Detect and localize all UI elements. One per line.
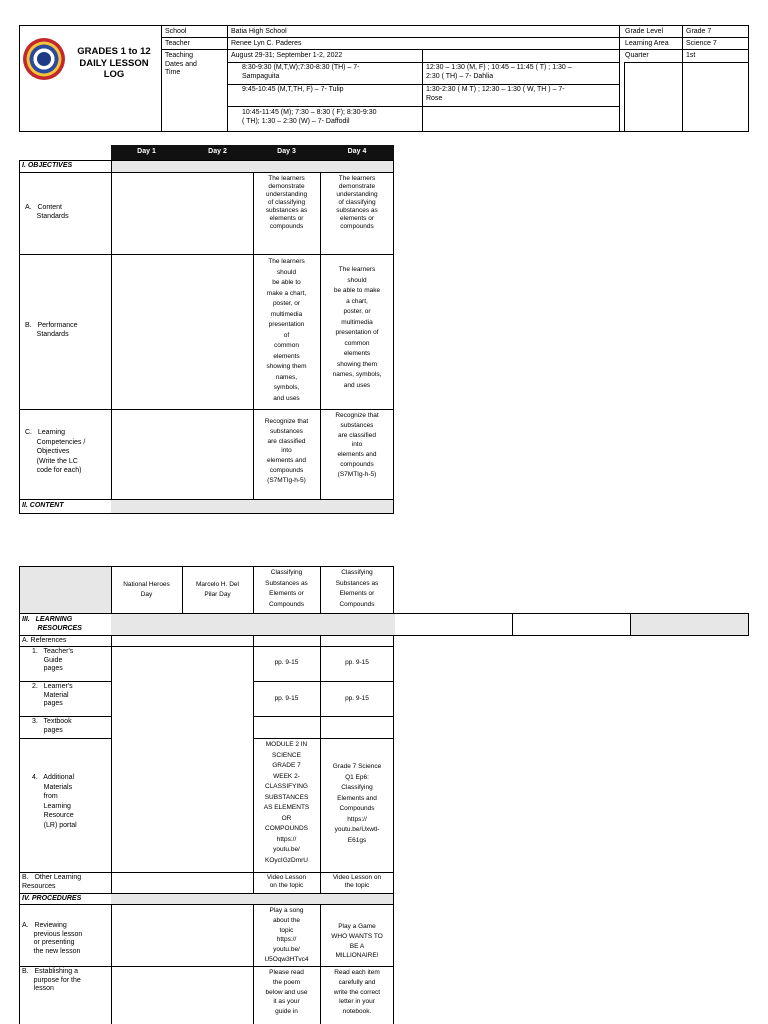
content-standards-day4: The learners demonstrate understanding of classifying substances as elements or compounds — [336, 175, 378, 230]
topic-day4: Classifying Substances as Elements or Compounds — [335, 569, 379, 608]
topic-day2: Marcelo H. Del Pilar Day — [196, 581, 239, 598]
section-objectives: I. OBJECTIVES — [22, 162, 73, 169]
title-line1: GRADES 1 to 12 — [77, 46, 151, 57]
day3-header: Day 3 — [253, 145, 320, 160]
section-procedures: IV. PROCEDURES — [22, 895, 82, 902]
value-dates: August 29-31; September 1-2, 2022 — [231, 52, 343, 59]
topic-day3: Classifying Substances as Elements or Compounds — [265, 569, 308, 608]
performance-standards-day4: The learners should be able to make a chart, poster, or multimedia presentation of common elements showing them names, symbols, and uses — [332, 266, 382, 389]
label-teaching-dates: Teaching Dates and Time — [165, 52, 197, 76]
value-time-dahlia: 12:30 – 1:30 (M, F) ; 10:45 – 11:45 ( T) ; 1:30 – 2:30 ( TH) – 7- Dahlia — [426, 64, 572, 80]
performance-standards-day3: The learners should be able to make a chart, poster, or multimedia presentation of common elements showing them names, symbols, and uses — [266, 258, 307, 402]
section-content: II. CONTENT — [22, 502, 64, 509]
content-standards-day3: The learners demonstrate understanding of classifying substances as elements or compounds — [265, 175, 308, 230]
establishing-purpose-day4: Read each item carefully and write the correct letter in your notebook. — [333, 969, 381, 1016]
value-time-daffodil: 10:45-11:45 (M); 7:30 – 8:30 ( F); 8:30-9:30 ( TH); 1:30 – 2:30 (W) – 7- Daffodil — [242, 109, 377, 125]
row-learning-competencies-label: C. Learning Competencies / Objectives (Write the LC code for each) — [25, 429, 86, 474]
value-teacher: Renee Lyn C. Paderes — [231, 40, 302, 47]
value-quarter: 1st — [686, 52, 696, 59]
textbook-label: 3. Textbook pages — [32, 718, 72, 734]
dll-header-table — [19, 25, 749, 132]
learners-material-label: 2. Learner's Material pages — [32, 683, 73, 707]
references-label: A. References — [22, 637, 67, 644]
additional-materials-label: 4. Additional Materials from Learning Resource (LR) portal — [32, 774, 77, 829]
teachers-guide-label: 1. Teacher's Guide pages — [32, 648, 74, 672]
row-performance-standards-label: B. Performance Standards — [25, 322, 78, 338]
label-teacher: Teacher — [165, 40, 190, 47]
other-learning-resources-label: B. Other Learning Resources — [22, 874, 82, 890]
other-learning-resources-day4: Video Lesson on the topic — [332, 874, 382, 889]
label-school: School — [165, 28, 187, 35]
value-time-rose: 1:30-2:30 ( M T) ; 12:30 – 1:30 ( W, TH ) – 7- Rose — [426, 86, 565, 102]
teachers-guide-day4: pp. 9-15 — [345, 659, 369, 666]
day4-header: Day 4 — [320, 145, 394, 160]
learning-competencies-day3: Recognize that substances are classified into elements and compounds (S7MTIg-h-5) — [264, 418, 309, 484]
section-learning-resources: III. LEARNING RESOURCES — [22, 616, 82, 632]
establishing-purpose-label: B. Establishing a purpose for the lesson — [22, 968, 81, 992]
teachers-guide-day3: pp. 9-15 — [274, 659, 299, 666]
day2-header: Day 2 — [182, 145, 253, 160]
title-line2: DAILY LESSON LOG — [79, 58, 149, 80]
deped-seal-icon — [23, 38, 65, 80]
value-time-tulip: 9:45-10:45 (M,T,TH, F) – 7- Tulip — [242, 86, 344, 93]
day1-header: Day 1 — [111, 145, 182, 160]
label-quarter: Quarter — [625, 52, 649, 59]
learners-material-day4: pp. 9-15 — [345, 695, 369, 702]
value-school: Batia High School — [231, 28, 287, 35]
label-learning-area: Learning Area — [625, 40, 669, 47]
learners-material-day3: pp. 9-15 — [274, 695, 299, 702]
additional-materials-day3: MODULE 2 IN SCIENCE GRADE 7 WEEK 2- CLASSIFYING SUBSTANCES AS ELEMENTS OR COMPOUNDS https:// youtu.be/ KOycIGzDmrU — [263, 741, 310, 864]
value-time-sampaguita: 8:30-9:30 (M,T,W);7:30-8:30 (TH) – 7- Sampaguita — [242, 64, 360, 80]
additional-materials-day4: Grade 7 Science Q1 Ep6: Classifying Elements and Compounds https:// youtu.be/Uxwtl- E61gs — [332, 763, 382, 844]
reviewing-lesson-day4: Play a Game WHO WANTS TO BE A MILLIONAIRE! — [331, 923, 383, 960]
establishing-purpose-day3: Please read the poem below and use it as your guide in — [265, 969, 308, 1016]
learning-competencies-day4: Recognize that substances are classified into elements and compounds (S7MTIg-h-5) — [335, 412, 379, 478]
label-grade-level: Grade Level — [625, 28, 664, 35]
row-content-standards-label: A. Content Standards — [25, 204, 69, 220]
other-learning-resources-day3: Video Lesson on the topic — [266, 874, 307, 889]
reviewing-lesson-label: A. Reviewing previous lesson or presenting the new lesson — [22, 922, 83, 955]
reviewing-lesson-day3: Play a song about the topic https:// youtu.be/ U5Oqw3HTvc4 — [264, 907, 309, 963]
value-learning-area: Science 7 — [686, 40, 717, 47]
topic-day1: National Heroes Day — [123, 581, 170, 598]
value-grade-level: Grade 7 — [686, 28, 712, 35]
